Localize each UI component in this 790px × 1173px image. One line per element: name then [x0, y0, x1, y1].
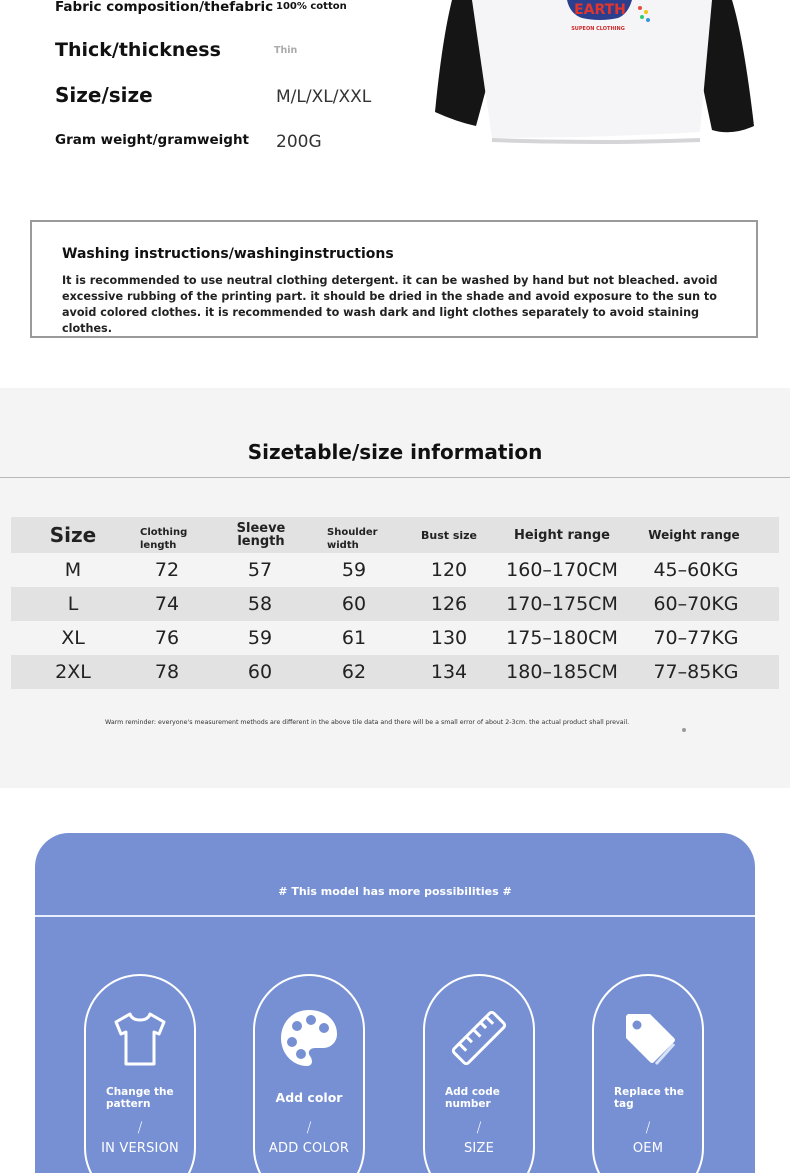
option-replace-tag[interactable] [592, 974, 704, 1173]
cell-height-range: 180–185CM [506, 661, 618, 683]
product-shirt-image [432, 0, 757, 150]
cell-sleeve-length: 59 [247, 627, 273, 649]
cell-bust-size: 120 [430, 559, 468, 581]
table-row [11, 587, 779, 621]
option-label: Add code number [445, 1086, 500, 1110]
gram-weight-value: 200G [276, 132, 322, 152]
header-bust-size: Bust size [420, 528, 478, 542]
cell-height-range: 160–170CM [506, 559, 618, 581]
ruler-icon [447, 1006, 511, 1070]
cell-weight-range: 77–85KG [653, 661, 739, 683]
shirt-print-brand: SUPEON CLOTHING [571, 26, 625, 32]
size-label: Size/size [55, 83, 153, 107]
option-slash: / [476, 1120, 482, 1136]
fabric-value: 100% cotton [276, 1, 347, 12]
table-row [11, 655, 779, 689]
cell-height-range: 175–180CM [506, 627, 618, 649]
cell-size: 2XL [55, 661, 91, 683]
shirt-print-word: EARTH [574, 2, 626, 18]
size-title-divider [0, 477, 790, 478]
header-sleeve-length: Sleeve length [236, 521, 286, 549]
cell-size: XL [61, 627, 85, 649]
palette-icon [277, 1006, 341, 1070]
size-table-header [11, 517, 779, 553]
cell-weight-range: 60–70KG [653, 593, 739, 615]
cell-clothing-length: 72 [154, 559, 180, 581]
option-label: Change the pattern [106, 1086, 174, 1110]
option-sub: IN VERSION [101, 1141, 179, 1156]
cell-sleeve-length: 60 [247, 661, 273, 683]
option-add-color[interactable] [253, 974, 365, 1173]
option-slash: / [137, 1120, 143, 1136]
washing-title: Washing instructions/washinginstructions [62, 246, 394, 262]
cell-bust-size: 126 [430, 593, 468, 615]
decorative-dot [682, 728, 686, 732]
cell-clothing-length: 78 [154, 661, 180, 683]
cell-bust-size: 130 [430, 627, 468, 649]
size-value: M/L/XL/XXL [276, 87, 372, 107]
thickness-label: Thick/thickness [55, 39, 221, 61]
cell-clothing-length: 74 [154, 593, 180, 615]
possibilities-divider [35, 915, 755, 917]
cell-size: M [64, 559, 82, 581]
cell-shoulder-width: 61 [341, 627, 367, 649]
size-table-section [0, 388, 790, 788]
option-add-code-number[interactable] [423, 974, 535, 1173]
thickness-value: Thin [274, 45, 298, 56]
size-table-title: Sizetable/size information [247, 440, 543, 464]
gram-weight-label: Gram weight/gramweight [55, 132, 250, 148]
header-size: Size [49, 522, 97, 547]
cell-height-range: 170–175CM [506, 593, 618, 615]
cell-size: L [67, 593, 79, 615]
washing-instructions-box [30, 220, 758, 338]
cell-shoulder-width: 60 [341, 593, 367, 615]
possibilities-title: # This model has more possibilities # [278, 885, 512, 898]
header-clothing-length: Clothing length [140, 527, 188, 551]
header-weight-range: Weight range [648, 527, 740, 542]
tshirt-icon [108, 1006, 172, 1070]
table-row [11, 621, 779, 655]
option-label: Replace the tag [614, 1086, 685, 1110]
option-sub: OEM [632, 1141, 664, 1156]
option-sub: SIZE [463, 1141, 494, 1156]
possibilities-panel [35, 833, 755, 1173]
option-change-pattern[interactable] [84, 974, 196, 1173]
size-table [11, 517, 779, 689]
cell-sleeve-length: 57 [247, 559, 273, 581]
option-slash: / [645, 1120, 651, 1136]
cell-bust-size: 134 [430, 661, 468, 683]
table-row [11, 553, 779, 587]
header-height-range: Height range [513, 527, 610, 543]
cell-shoulder-width: 59 [341, 559, 367, 581]
option-slash: / [306, 1120, 312, 1136]
tag-icon [616, 1006, 680, 1070]
option-sub: ADD COLOR [268, 1141, 350, 1156]
header-shoulder-width: Shoulder width [327, 527, 378, 551]
cell-weight-range: 45–60KG [653, 559, 739, 581]
washing-text: It is recommended to use neutral clothing detergent. it can be washed by hand but not bleached. avoid excessive rubbing of the printing part. it should be dried in the shade and avoid exposure to the sun to avoid colored clothes. it is recommended to wash dark and light clothes separately to avoid staining clothes. [62, 274, 718, 335]
fabric-label: Fabric composition/thefabric [55, 0, 274, 15]
warm-reminder-note: Warm reminder: everyone's measurement methods are different in the above tile data and there will be a small error of about 2-3cm. the actual product shall prevail. [105, 719, 630, 726]
cell-shoulder-width: 62 [341, 661, 367, 683]
option-label: Add color [275, 1090, 343, 1105]
cell-clothing-length: 76 [154, 627, 180, 649]
cell-weight-range: 70–77KG [653, 627, 739, 649]
cell-sleeve-length: 58 [247, 593, 273, 615]
